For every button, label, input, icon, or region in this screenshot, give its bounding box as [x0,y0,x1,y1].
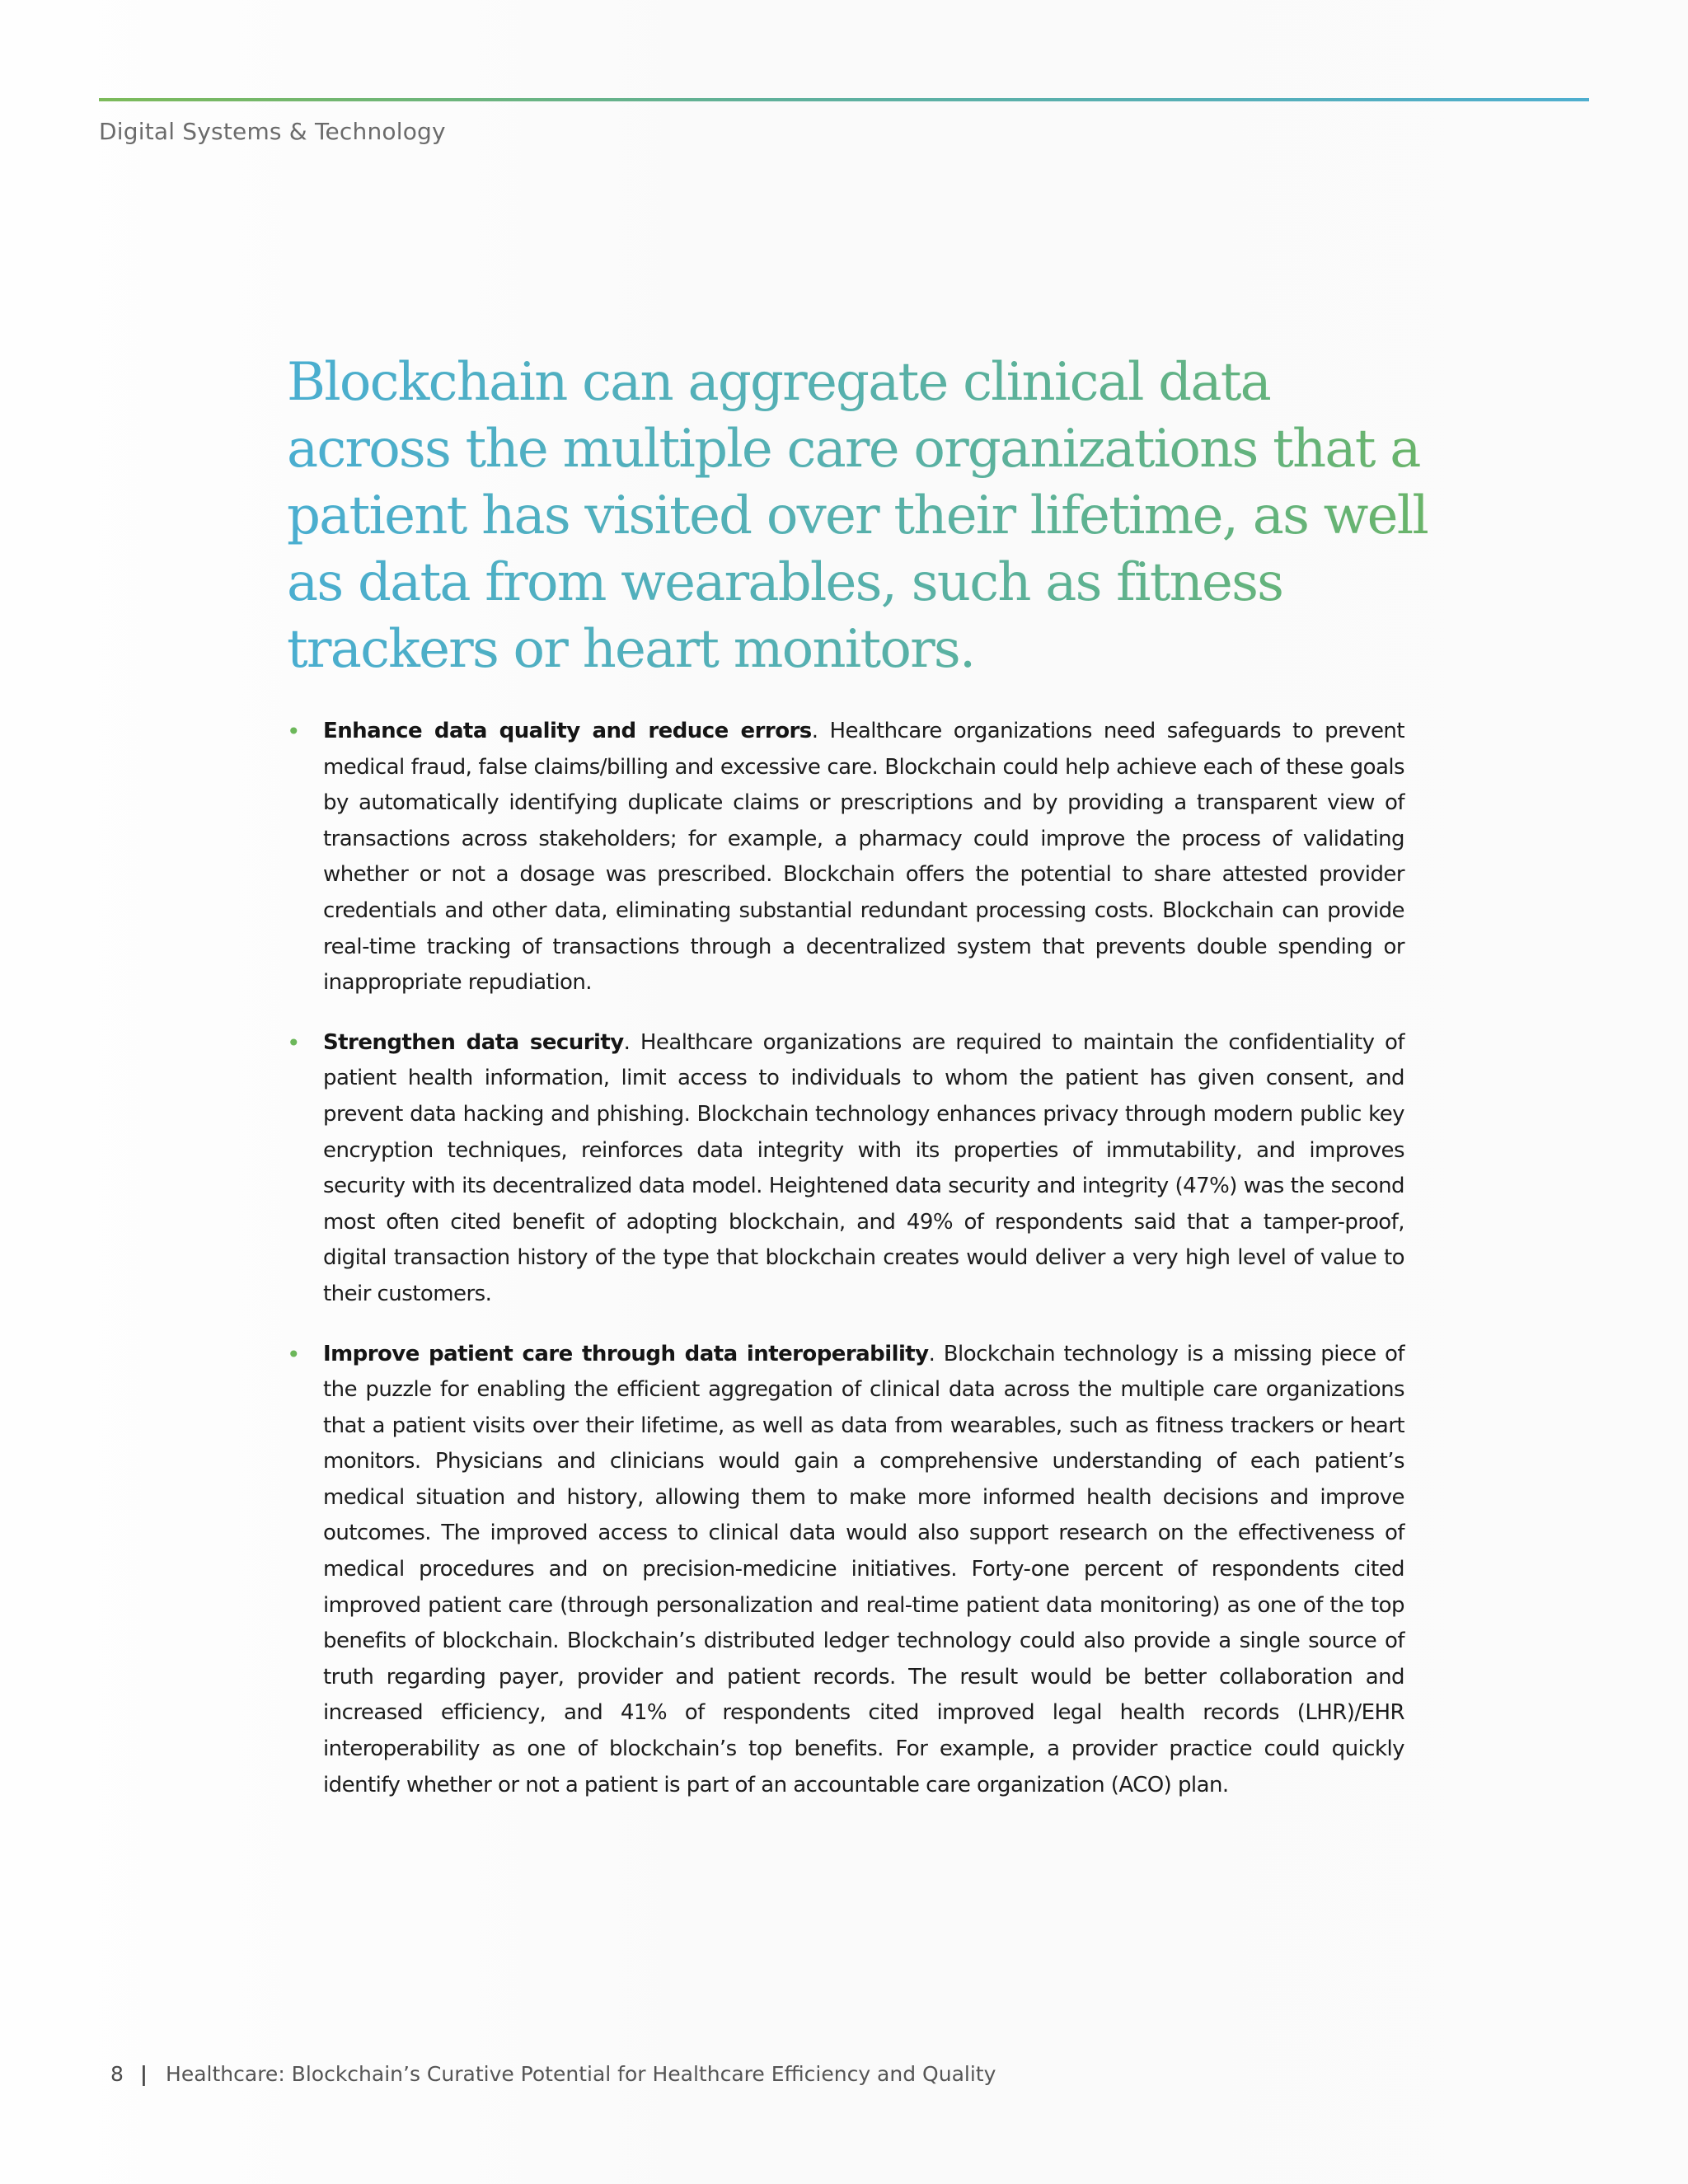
bullet-body: . Healthcare organizations need safeguards to prevent medical fraud, false claims/billing and excessive care. Blockchain could help achieve each of these goals by automatically identifying duplicate claims or prescriptions and by providing a transparent view of transactions across stakeholders; for example, a pharmacy could improve the process of validating whether or not a dosage was prescribed. Blockchain offers the potential to share attested provider credentials and other data, eliminating substantial redundant processing costs. Blockchain can provide real-time tracking of transactions through a decentralized system that prevents double spending or inappropriate repudiation. [323,719,1404,996]
bullet-body: . Blockchain technology is a missing piece of the puzzle for enabling the efficient aggregation of clinical data across the multiple care organizations that a patient visits over their lifetime, as well as data from wearables, such as fitness trackers or heart monitors. Physicians and clinicians would gain a comprehensive understanding of each patient’s medical situation and history, allowing them to make more informed health decisions and improve outcomes. The improved access to clinical data would also support research on the effectiveness of medical procedures and on precision-medicine initiatives. Forty-one percent of respondents cited improved patient care (through personalization and real-time patient data monitoring) as one of the top benefits of blockchain. Blockchain’s distributed ledger technology could also provide a single source of truth regarding payer, provider and patient records. The result would be better collaboration and increased efficiency, and 41% of respondents cited improved legal health records (LHR)/EHR interoperability as one of blockchain’s top benefits. For example, a provider practice could quickly identify whether or not a patient is part of an accountable care organization (ACO) plan. [323,1341,1404,1797]
bullet-dot-icon: • [287,718,300,745]
bullet-title: Improve patient care through data interoperability [323,1341,929,1366]
bullet-title: Enhance data quality and reduce errors [323,719,812,743]
footer-document-title: Healthcare: Blockchain’s Curative Potential for Healthcare Efficiency and Quality [166,2062,996,2086]
bullet-dot-icon: • [287,1340,300,1368]
page-footer [110,2062,996,2086]
bullet-item-data-security [287,1025,1404,1313]
bullet-title: Strengthen data security [323,1029,624,1055]
bullet-list [287,714,1404,1827]
bullet-item-data-quality [287,714,1404,1001]
bullet-body: . Healthcare organizations are required to maintain the confidentiality of patient health information, limit access to individuals to whom the patient has given consent, and prevent data hacking and phishing. Blockchain technology enhances privacy through modern public key encryption techniques, reinforces data integrity with its properties of immutability, and improves security with its decentralized data model. Heightened data security and integrity (47%) was the second most often cited benefit of adopting blockchain, and 49% of respondents said that a tamper-proof, digital transaction history of the type that blockchain creates would deliver a very high level of value to their customers. [323,1029,1404,1306]
section-label: Digital Systems & Technology [99,118,446,145]
bullet-item-interoperability [287,1337,1404,1804]
bullet-dot-icon: • [287,1029,300,1057]
page-number: 8 [110,2062,124,2086]
footer-separator: | [139,2062,148,2086]
pull-quote: Blockchain can aggregate clinical data across the multiple care organizations that a patient has visited over their lifetime, as well as data from wearables, such as fitness trackers or heart monitors. [287,349,1441,683]
header-gradient-rule [99,98,1589,101]
